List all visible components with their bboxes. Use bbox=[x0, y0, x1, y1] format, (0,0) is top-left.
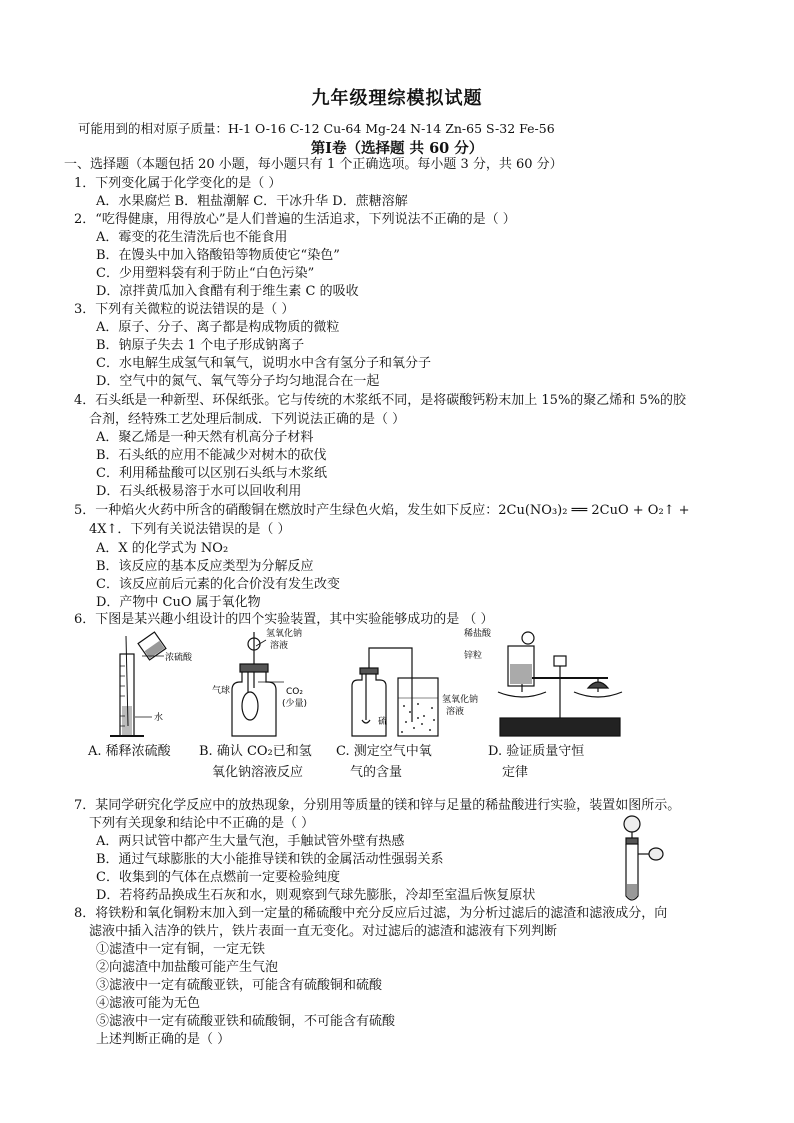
question-8-tail: 上述判断正确的是（ ） bbox=[96, 1032, 231, 1047]
question-4-stem-line1: 4．石头纸是一种新型、环保纸张。它与传统的木浆纸不同，是将碳酸钙粉末加上 15%的聚乙烯和 5%的胶 bbox=[74, 393, 687, 408]
question-1-options: A．水果腐烂 B．粗盐潮解 C．干冰升华 D．蔗糖溶解 bbox=[96, 194, 408, 209]
question-5-option-a: A．X 的化学式为 NO₂ bbox=[96, 541, 229, 556]
question-8-item-4: ④滤液可能为无色 bbox=[96, 996, 201, 1011]
label-co2: CO₂ bbox=[286, 687, 303, 697]
question-8-stem-line1: 8．将铁粉和氧化铜粉末加入到一定量的稀硫酸中充分反应后过滤，为分析过滤后的滤渣和滤液成分，向 bbox=[74, 906, 668, 921]
question-7-option-d: D．若将药品换成生石灰和水，则观察到气球先膨胀，冷却至室温后恢复原状 bbox=[96, 888, 536, 903]
question-4-option-c: C．利用稀盐酸可以区别石头纸与木浆纸 bbox=[96, 466, 327, 481]
question-7-option-c: C．收集到的气体在点燃前一定要检验纯度 bbox=[96, 870, 340, 885]
question-2-option-b: B．在馒头中加入铬酸铅等物质使它“染色” bbox=[96, 248, 340, 263]
question-7-option-b: B．通过气球膨胀的大小能推导镁和铁的金属活动性强弱关系 bbox=[96, 852, 444, 867]
question-4-option-d: D．石头纸极易溶于水可以回收利用 bbox=[96, 484, 302, 499]
label-naoh-c: 氢氧化钠 bbox=[442, 695, 479, 705]
atomic-masses: 可能用到的相对原子质量：H-1 O-16 C-12 Cu-64 Mg-24 N-14 Zn-65 S-32 Fe-56 bbox=[78, 121, 555, 136]
question-8-item-3: ③滤液中一定有硫酸亚铁，可能含有硫酸铜和硫酸 bbox=[96, 978, 383, 993]
question-3-option-a: A．原子、分子、离子都是构成物质的微粒 bbox=[96, 320, 340, 335]
question-7-stem-line1: 7．某同学研究化学反应中的放热现象，分别用等质量的镁和锌与足量的稀盐酸进行实验，装置如图所示。 bbox=[74, 798, 681, 813]
q7-test-tube-figure bbox=[612, 814, 668, 904]
question-8-item-2: ②向滤渣中加盐酸可能产生气泡 bbox=[96, 960, 279, 975]
question-5-option-b: B．该反应的基本反应类型为分解反应 bbox=[96, 559, 314, 574]
label-zinc: 锌粒 bbox=[464, 651, 483, 661]
question-2-option-d: D．凉拌黄瓜加入食醋有利于维生素 C 的吸收 bbox=[96, 284, 359, 299]
q6-caption-c-line1: C. 测定空气中氧 bbox=[336, 744, 432, 759]
question-3-option-d: D．空气中的氮气、氧气等分子均匀地混合在一起 bbox=[96, 374, 380, 389]
label-water: 水 bbox=[154, 713, 164, 723]
question-7-stem-line2: 下列有关现象和结论中不正确的是（ ） bbox=[89, 816, 315, 831]
label-co2-small: (少量) bbox=[282, 699, 308, 709]
question-4-option-a: A．聚乙烯是一种天然有机高分子材料 bbox=[96, 430, 314, 445]
label-dilute-hcl: 稀盐酸 bbox=[464, 629, 492, 639]
q6-caption-b-line2: 氧化钠溶液反应 bbox=[212, 765, 304, 780]
question-8-item-5: ⑤滤液中一定有硫酸亚铁和硫酸铜，不可能含有硫酸 bbox=[96, 1014, 396, 1029]
question-3-stem: 3．下列有关微粒的说法错误的是（ ） bbox=[74, 302, 295, 317]
section-intro: 一、选择题（本题包括 20 小题，每小题只有 1 个正确选项。每小题 3 分，共 60 分） bbox=[64, 157, 563, 172]
page-title: 九年级理综模拟试题 bbox=[311, 88, 483, 109]
question-5-stem-line2: 4X↑．下列有关说法错误的是（ ） bbox=[89, 522, 291, 537]
question-2-option-a: A．霉变的花生清洗后也不能食用 bbox=[96, 230, 288, 245]
q6-caption-c-line2: 气的含量 bbox=[350, 765, 403, 780]
apparatus-d bbox=[498, 632, 622, 736]
question-5-option-d: D．产物中 CuO 属于氧化物 bbox=[96, 595, 261, 610]
label-naoh-b: 氢氧化钠 bbox=[266, 629, 303, 639]
q6-caption-b-line1: B. 确认 CO₂已和氢 bbox=[199, 744, 312, 759]
question-4-option-b: B．石头纸的应用不能减少对树木的砍伐 bbox=[96, 448, 327, 463]
question-5-option-c: C．该反应前后元素的化合价没有发生改变 bbox=[96, 577, 340, 592]
question-3-option-b: B．钠原子失去 1 个电子形成钠离子 bbox=[96, 338, 305, 353]
label-conc-sulfuric-acid: 浓硫酸 bbox=[165, 653, 193, 663]
label-naoh-c-solution: 溶液 bbox=[446, 707, 465, 717]
apparatus-c bbox=[352, 648, 438, 736]
question-1-stem: 1．下列变化属于化学变化的是（ ） bbox=[74, 176, 282, 191]
question-7-option-a: A．两只试管中都产生大量气泡，手触试管外壁有热感 bbox=[96, 834, 405, 849]
label-balloon: 气球 bbox=[212, 686, 231, 696]
question-4-stem-line2: 合剂，经特殊工艺处理后制成．下列说法正确的是（ ） bbox=[89, 412, 406, 427]
q6-caption-a: A. 稀释浓硫酸 bbox=[88, 744, 171, 759]
question-2-option-c: C．少用塑料袋有利于防止“白色污染” bbox=[96, 266, 315, 281]
q6-apparatus-figure bbox=[80, 626, 640, 740]
label-naoh-b-solution: 溶液 bbox=[270, 641, 289, 651]
section-title: 第Ⅰ卷（选择题 共 60 分） bbox=[310, 140, 484, 157]
question-2-stem: 2．“吃得健康，用得放心”是人们普遍的生活追求，下列说法不正确的是（ ） bbox=[74, 212, 516, 227]
question-6-stem: 6．下图是某兴趣小组设计的四个实验装置，其中实验能够成功的是 （ ） bbox=[74, 612, 494, 627]
q6-caption-d-line2: 定律 bbox=[502, 765, 529, 780]
label-sulfur: 硫 bbox=[378, 717, 388, 727]
question-8-stem-line2: 滤液中插入洁净的铁片，铁片表面一直无变化。对过滤后的滤渣和滤液有下列判断 bbox=[89, 924, 558, 939]
q6-caption-d-line1: D. 验证质量守恒 bbox=[488, 744, 585, 759]
question-8-item-1: ①滤渣中一定有铜，一定无铁 bbox=[96, 942, 266, 957]
question-5-stem-line1: 5．一种焰火火药中所含的硝酸铜在燃放时产生绿色火焰，发生如下反应：2Cu(NO₃)₂ ══ 2CuO + O₂↑ + bbox=[74, 503, 690, 518]
question-3-option-c: C．水电解生成氢气和氧气，说明水中含有氢分子和氧分子 bbox=[96, 356, 431, 371]
